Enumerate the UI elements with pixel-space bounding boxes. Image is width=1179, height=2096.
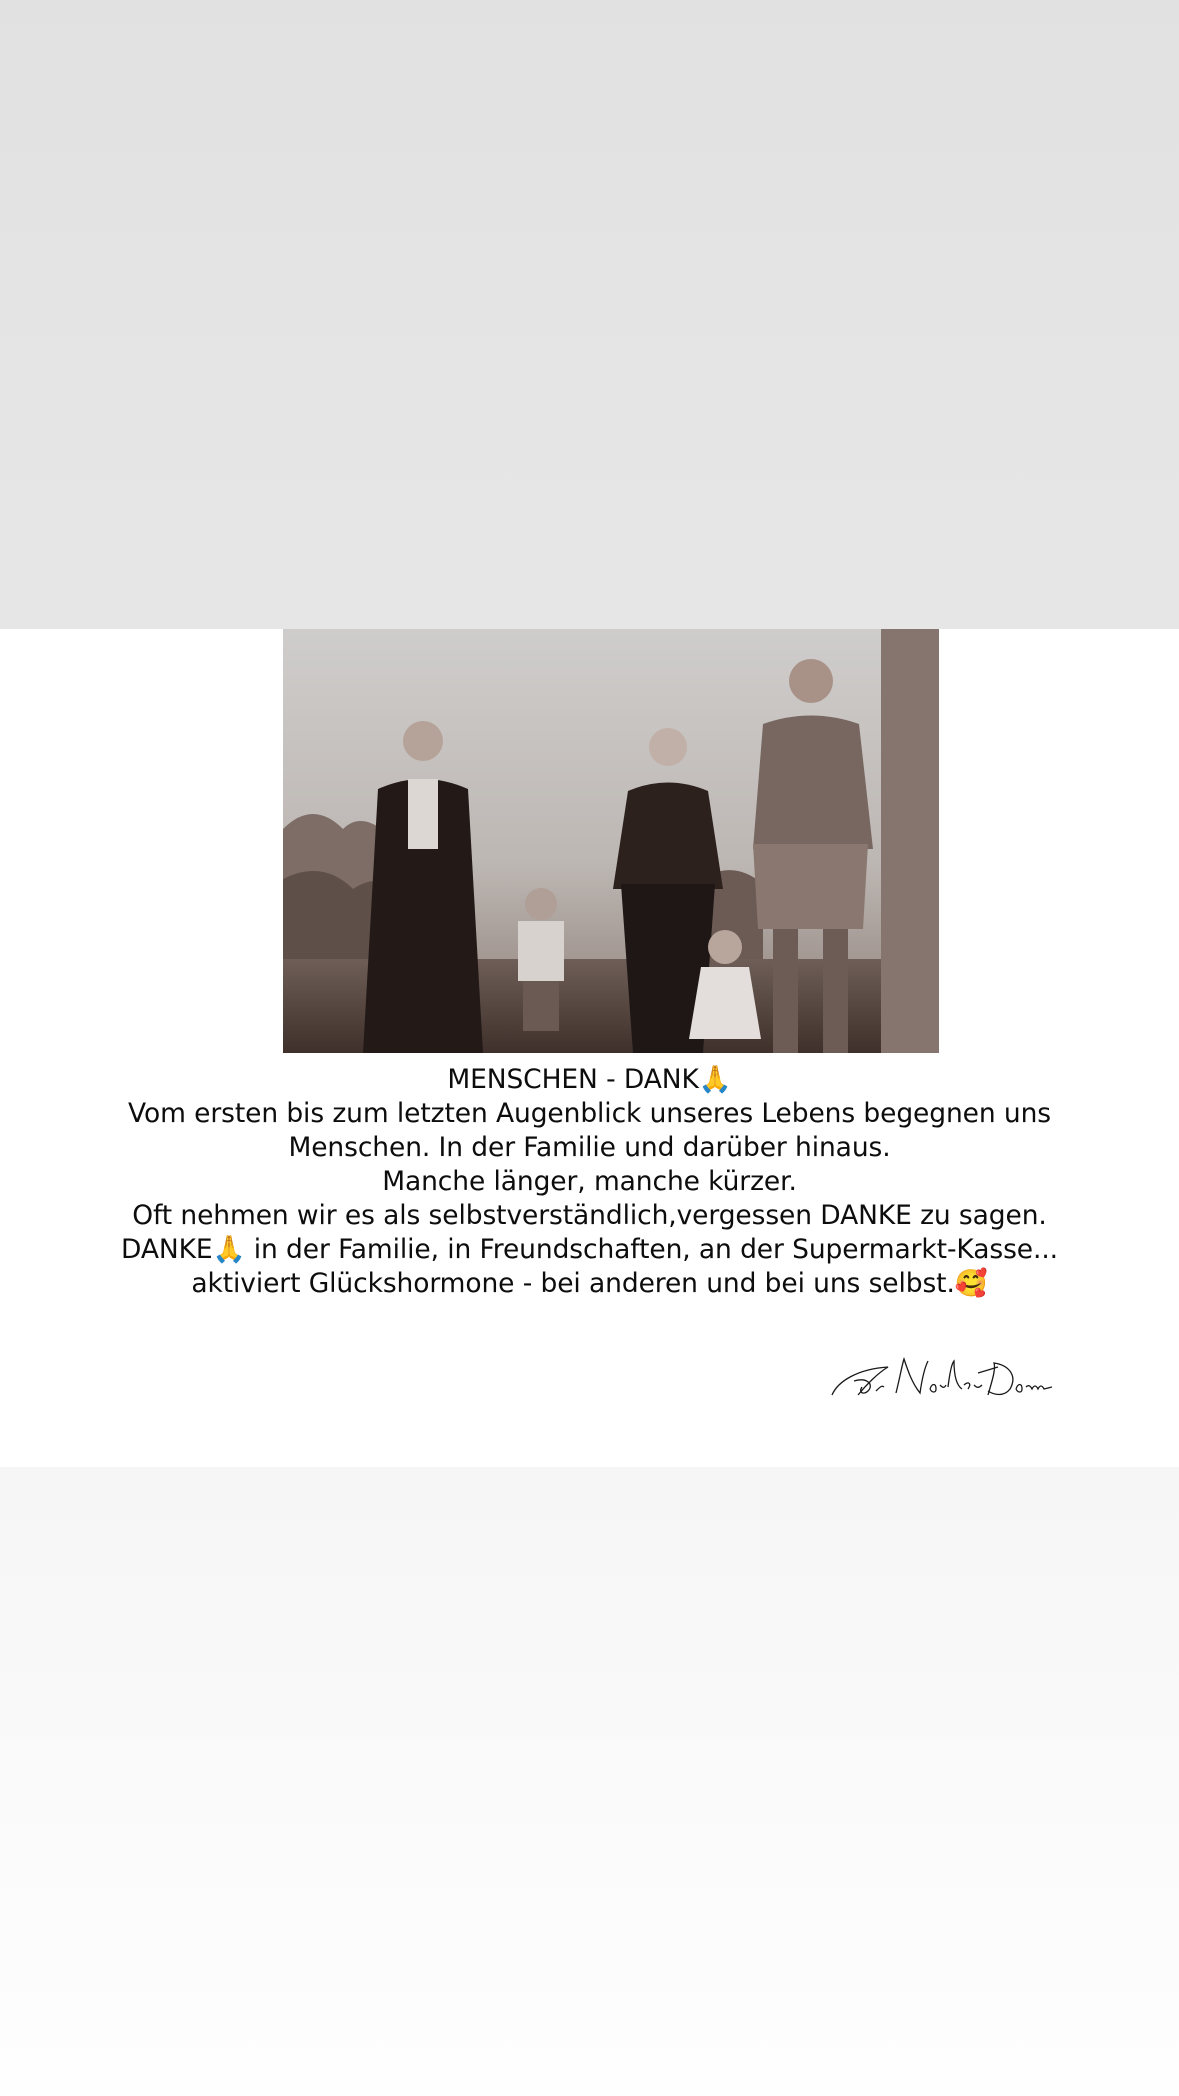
post-card: [0, 629, 1179, 1467]
caption-line-1: Vom ersten bis zum letzten Augenblick unseres Lebens begegnen uns: [128, 1098, 1051, 1129]
story-background-top: [0, 0, 1179, 629]
caption-line-5: DANKE🙏 in der Familie, in Freundschaften, an der Supermarkt-Kasse...: [121, 1234, 1058, 1265]
post-caption: [40, 1063, 1139, 1301]
caption-title: MENSCHEN - DANK🙏: [447, 1064, 732, 1095]
caption-line-2: Menschen. In der Familie und darüber hinaus.: [288, 1132, 891, 1163]
caption-line-6: aktiviert Glückshormone - bei anderen und bei uns selbst.🥰: [191, 1268, 988, 1299]
story-background-bottom: [0, 1467, 1179, 2096]
caption-line-3: Manche länger, manche kürzer.: [382, 1166, 797, 1197]
family-photo: [283, 629, 939, 1053]
handwritten-signature: [828, 1351, 1054, 1407]
caption-line-4: Oft nehmen wir es als selbstverständlich,vergessen DANKE zu sagen.: [132, 1200, 1047, 1231]
